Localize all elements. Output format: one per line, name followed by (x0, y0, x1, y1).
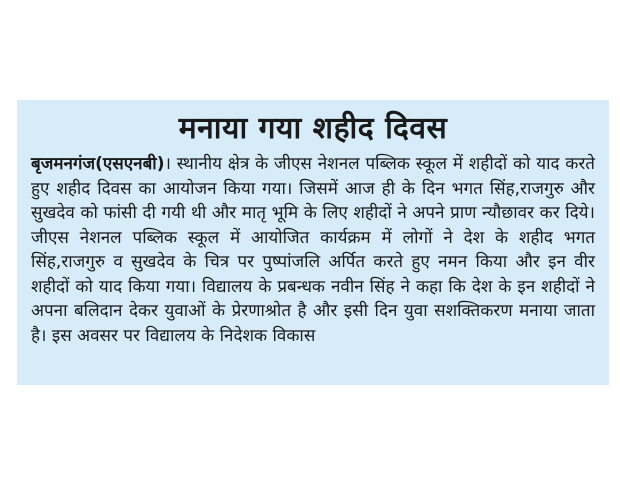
article-headline: मनाया गया शहीद दिवस (178, 111, 448, 146)
newspaper-clipping (17, 100, 609, 385)
article-body-text: । स्थानीय क्षेत्र के जीएस नेशनल पब्लिक स्कूल में शहीदों को याद करते हुए शहीद दिवस का आयोजन किया गया। जिसमें आज ही के दिन भगत सिंह,राजगुरु और सुखदेव को फांसी दी गयी थी और मातृ भूमि के लिए शहीदों ने अपने प्राण न्यौछावर कर दिये। जीएस नेशनल पब्लिक स्कूल में आयोजित कार्यक्रम में लोगों ने देश के शहीद भगत सिंह,राजगुरु व सुखदेव के चित्र पर पुष्पांजलि अर्पित करते हुए नमन किया और इन वीर शहीदों को याद किया गया। विद्यालय के प्रबन्धक नवीन सिंह ने कहा कि देश के इन शहीदों ने अपना बलिदान देकर युवाओं के प्रेरणाश्रोत है और इसी दिन युवा सशक्तिकरण मनाया जाता है। इस अवसर पर विद्यालय के निदेशक विकास (31, 154, 595, 346)
article-body (31, 152, 595, 348)
article-dateline: बृजमनगंज(एसएनबी) (31, 154, 165, 174)
